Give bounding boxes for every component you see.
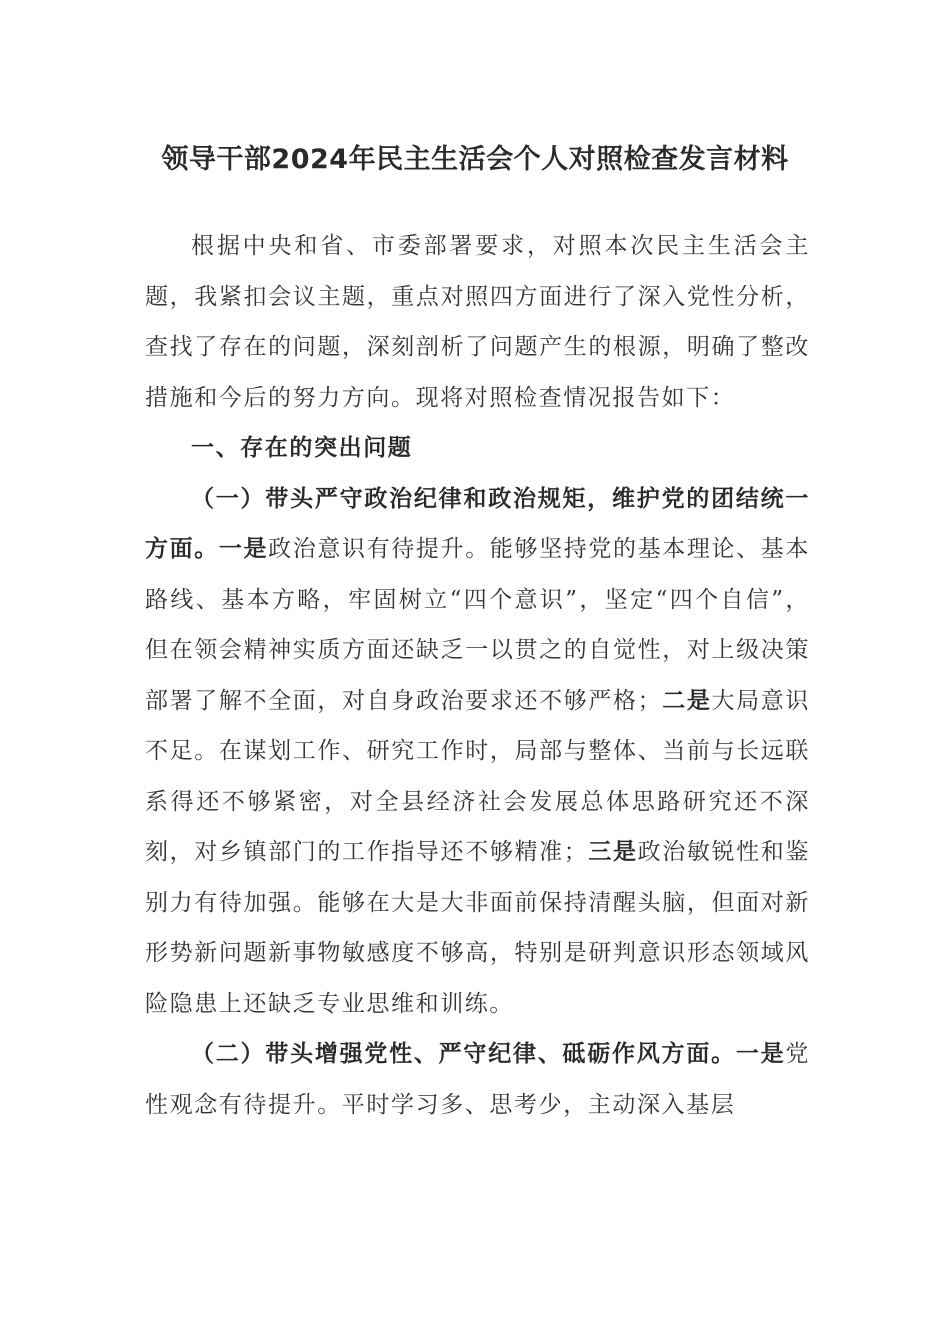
document-body: [145, 221, 810, 1130]
document-title: 领导干部2024年民主生活会个人对照检查发言材料: [161, 144, 789, 175]
point-marker-1: 一是: [218, 536, 269, 562]
point-marker-3: 三是: [588, 839, 638, 865]
sub-heading-2: （二）带头增强党性、严守纪律、砥砺作风方面。: [191, 1041, 736, 1067]
point-text-1: 政治意识有待提升。能够坚持党的基本理论、基本路线、基本方略，牢固树立“四个意识”，坚定“四个自信”，但在领会精神实质方面还缺乏一以贯之的自觉性，对上级决策部署了解不全面，对自身政治要求还不够严格；: [145, 536, 810, 714]
intro-paragraph: 根据中央和省、市委部署要求，对照本次民主生活会主题，我紧扣会议主题，重点对照四方面进行了深入党性分析，查找了存在的问题，深刻剖析了问题产生的根源，明确了整改措施和今后的努力方向。现将对照检查情况报告如下：: [145, 233, 810, 411]
section-heading: 一、存在的突出问题: [191, 435, 413, 461]
point-text-4: 党性观念有待提升。平时学习多、思考少，主动深入基层: [145, 1041, 811, 1118]
point-text-3: 政治敏锐性和鉴别力有待加强。能够在大是大非面前保持清醒头脑，但面对新形势新问题新事物敏感度不够高，特别是研判意识形态领域风险隐患上还缺乏专业思维和训练。: [145, 839, 810, 1017]
problem-paragraph-1: [145, 474, 810, 1030]
point-marker-4: 一是: [735, 1041, 786, 1067]
sub-heading-1: （一）带头严守政治纪律和政治规矩，维护党的团结统一方面。: [145, 485, 810, 562]
point-marker-2: 二是: [662, 687, 712, 714]
problem-paragraph-2: [145, 1029, 810, 1130]
point-text-2: 大局意识不足。在谋划工作、研究工作时，局部与整体、当前与长远联系得还不够紧密，对全县经济社会发展总体思路研究还不深刻，对乡镇部门的工作指导还不够精准；: [145, 687, 810, 865]
